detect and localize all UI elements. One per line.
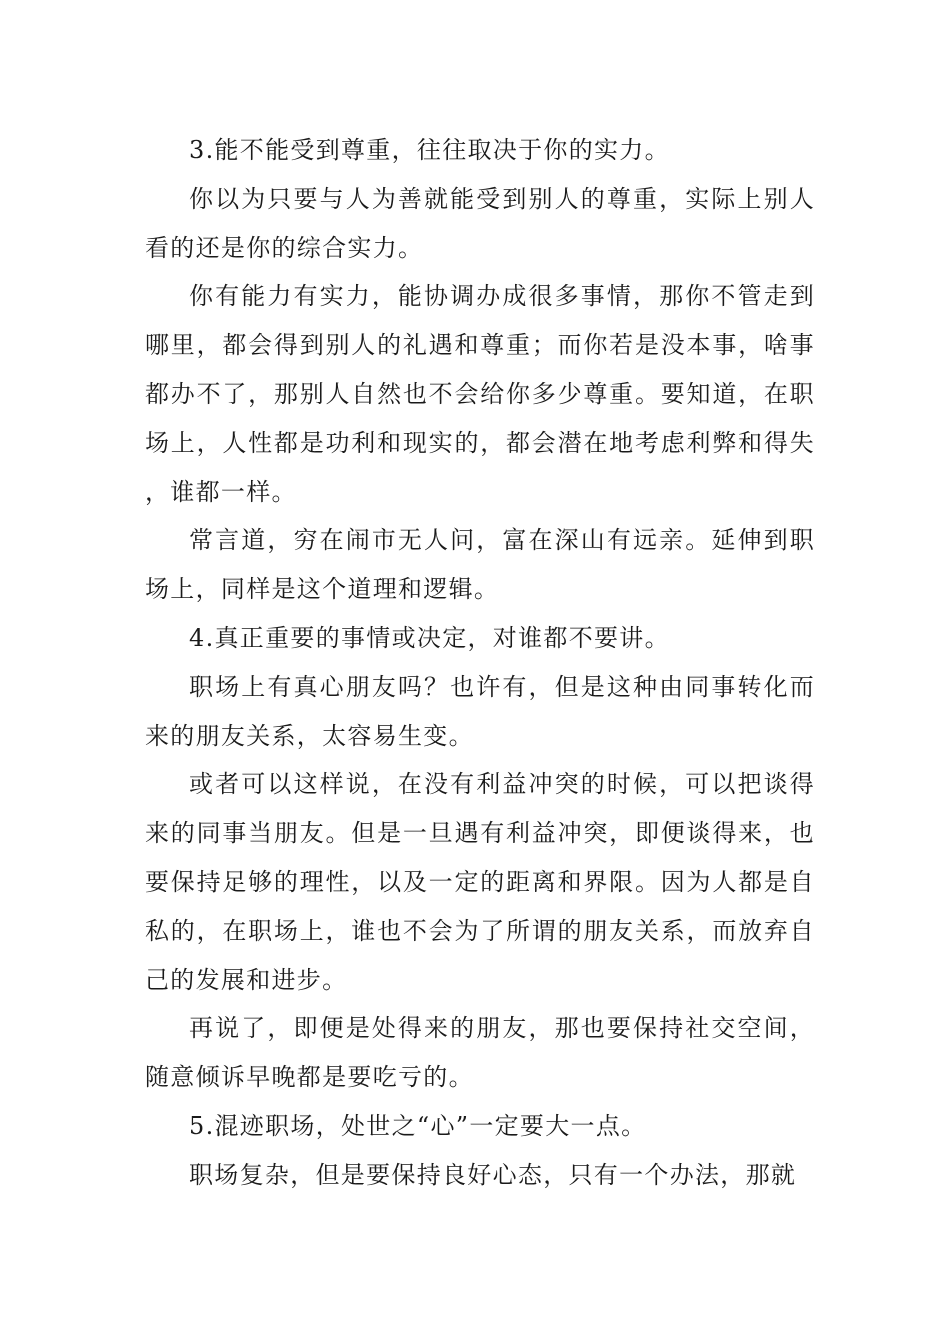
heading-respect: 3.能不能受到尊重，往往取决于你的实力。 (189, 136, 670, 164)
paragraph: 你有能力有实力，能协调办成很多事情，那你不管走到哪里，都会得到别人的礼遇和尊重；而你若是没本事，啥事都办不了，那别人自然也不会给你多少尊重。要知道，在职场上，人性都是功利和现实的，都会潜在地考虑利弊和得失，谁都一样。 (145, 282, 815, 506)
heading-important-matters: 4.真正重要的事情或决定，对谁都不要讲。 (189, 623, 670, 652)
paragraph: 你以为只要与人为善就能受到别人的尊重，实际上别人看的还是你的综合实力。 (145, 184, 815, 262)
document-body (145, 126, 815, 1200)
heading-big-heart: 5.混迹职场，处世之“心”一定要大一点。 (189, 1111, 647, 1140)
paragraph: 再说了，即便是处得来的朋友，那也要保持社交空间，随意倾诉早晚都是要吃亏的。 (145, 1014, 815, 1092)
paragraph: 或者可以这样说，在没有利益冲突的时候，可以把谈得来的同事当朋友。但是一旦遇有利益冲突，即便谈得来，也要保持足够的理性，以及一定的距离和界限。因为人都是自私的，在职场上，谁也不会为了所谓的朋友关系，而放弃自己的发展和进步。 (145, 770, 815, 994)
paragraph: 常言道，穷在闹市无人问，富在深山有远亲。延伸到职场上，同样是这个道理和逻辑。 (145, 526, 815, 604)
paragraph: 职场上有真心朋友吗？也许有，但是这种由同事转化而来的朋友关系，太容易生变。 (145, 672, 815, 750)
paragraph: 职场复杂，但是要保持良好心态，只有一个办法，那就 (189, 1160, 797, 1189)
